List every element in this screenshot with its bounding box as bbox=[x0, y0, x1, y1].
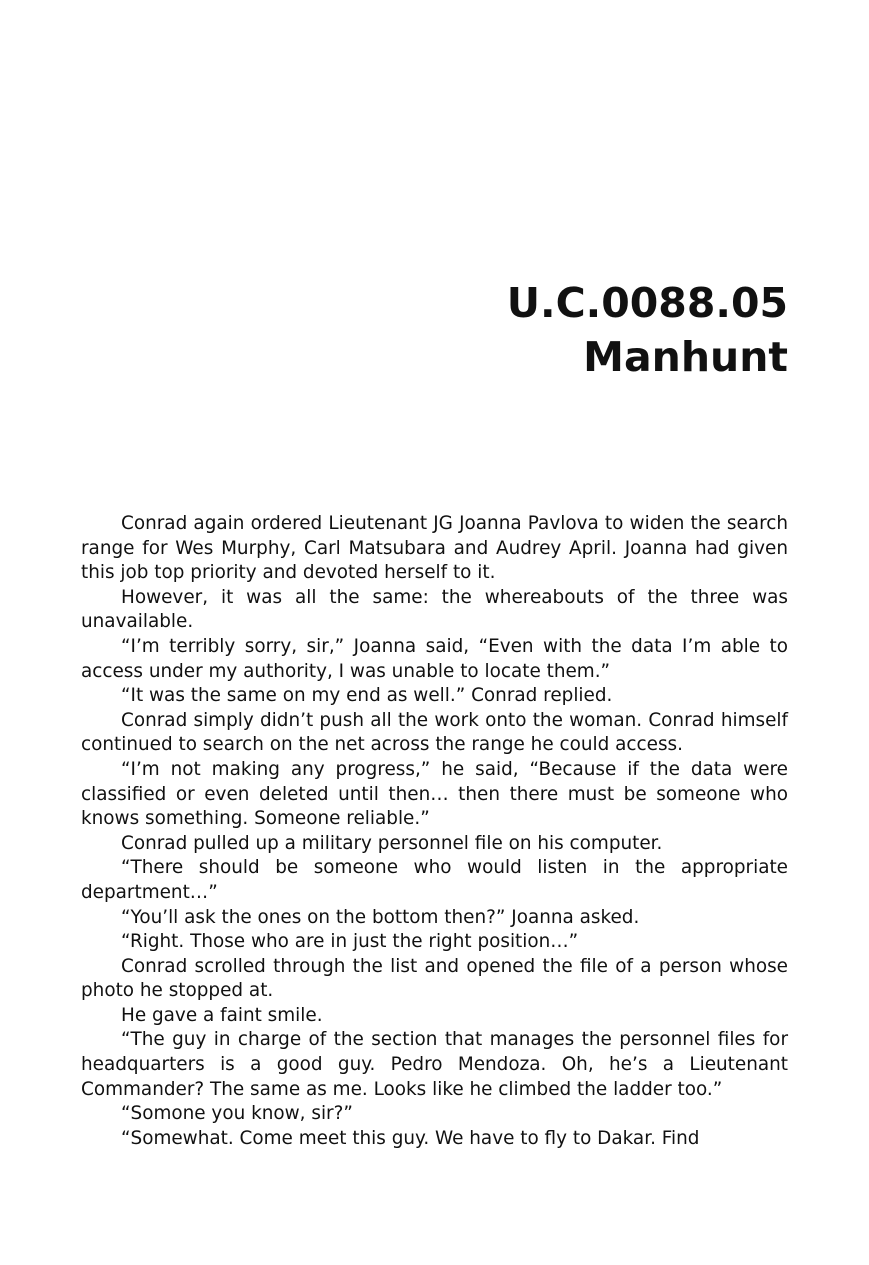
chapter-heading bbox=[507, 276, 788, 384]
paragraph: He gave a faint smile. bbox=[121, 1004, 323, 1026]
chapter-number: U.C.0088.05 bbox=[506, 279, 788, 327]
paragraph: Conrad simply didn’t push all the work onto the woman. Conrad himself continued to search on the net across the range he could access. bbox=[81, 709, 788, 756]
paragraph: “Somewhat. Come meet this guy. We have to fly to Dakar. Find bbox=[121, 1127, 700, 1149]
paragraph: “Somone you know, sir?” bbox=[121, 1103, 353, 1125]
paragraph: “It was the same on my end as well.” Conrad replied. bbox=[121, 685, 613, 707]
paragraph: Conrad pulled up a military personnel file on his computer. bbox=[121, 832, 663, 854]
paragraph: “Right. Those who are in just the right position…” bbox=[121, 931, 579, 953]
chapter-body bbox=[81, 512, 788, 1151]
chapter-title: Manhunt bbox=[583, 333, 788, 381]
paragraph: “I’m not making any progress,” he said, “Because if the data were classified or even deleted until then… then there must be someone who knows something. Someone reliable.” bbox=[81, 758, 788, 830]
paragraph: “There should be someone who would listen in the appropriate department…” bbox=[81, 857, 788, 903]
paragraph: However, it was all the same: the whereabouts of the three was unavailable. bbox=[81, 586, 788, 633]
paragraph: Conrad again ordered Lieutenant JG Joanna Pavlova to widen the search range for Wes Murphy, Carl Matsubara and Audrey April. Joanna had given this job top priority and devoted herself to it. bbox=[81, 513, 788, 584]
paragraph: “You’ll ask the ones on the bottom then?” Joanna asked. bbox=[121, 906, 640, 928]
paragraph: “The guy in charge of the section that manages the personnel files for headquarters is a good guy. Pedro Mendoza. Oh, he’s a Lieutenant Commander? The same as me. Looks like he climbed the ladder too.” bbox=[81, 1029, 788, 1100]
paragraph: Conrad scrolled through the list and opened the file of a person whose photo he stopped at. bbox=[81, 955, 788, 1002]
paragraph: “I’m terribly sorry, sir,” Joanna said, “Even with the data I’m able to access under my authority, I was unable to locate them.” bbox=[81, 635, 788, 682]
